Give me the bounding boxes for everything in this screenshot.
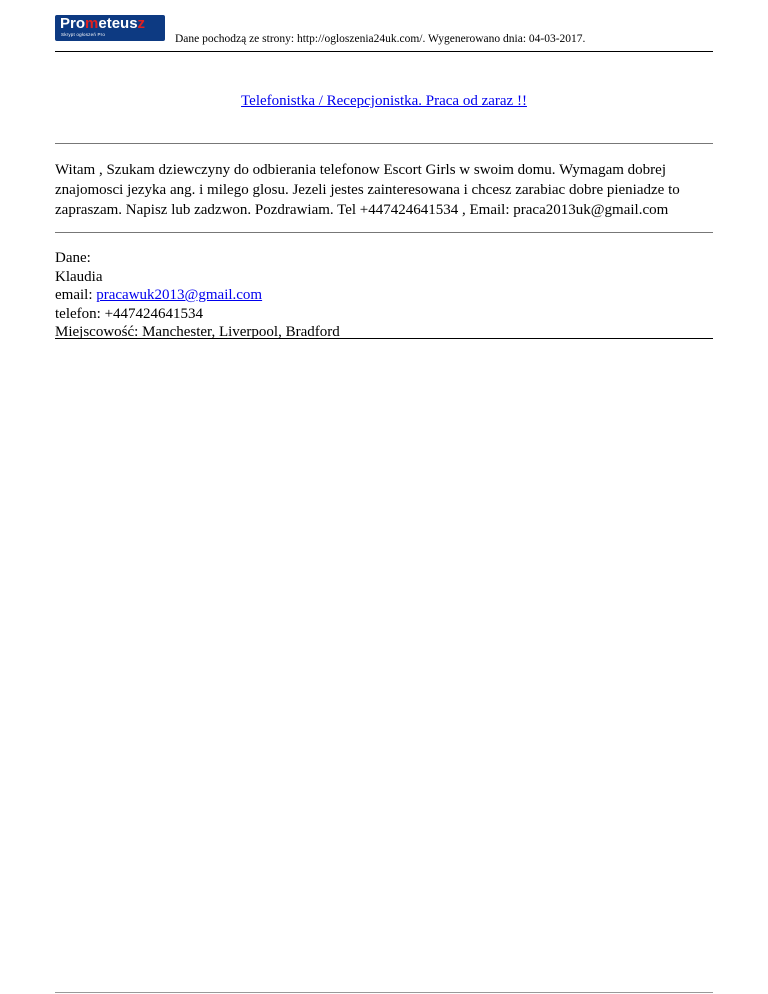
listing-description: Witam , Szukam dziewczyny do odbierania telefonow Escort Girls w swoim domu. Wymagam dobrej znajomosci jezyka ang. i milego glosu. Jezeli jestes zainteresowana i chcesz zarabiac dobre pieniadze to zapraszam. Napisz lub zadzwon. Pozdrawiam. Tel +447424641534 , Email: praca2013uk@gmail.com — [55, 162, 680, 218]
divider — [55, 232, 713, 233]
contact-phone: telefon: +447424641534 — [55, 305, 204, 322]
divider — [55, 338, 713, 339]
title-container — [55, 92, 713, 110]
logo-tagline: Skrypt ogłoszeń Pro — [61, 32, 106, 37]
contact-email-row — [55, 286, 713, 305]
page-header — [55, 15, 713, 52]
listing-title-link[interactable]: Telefonistka / Recepcjonistka. Praca od zaraz !! — [241, 93, 527, 109]
footer-divider — [55, 992, 713, 993]
logo-wordmark: Prometeusz — [60, 15, 146, 32]
source-info: Dane pochodzą ze strony: http://ogloszenia24uk.com/. Wygenerowano dnia: 04-03-2017. — [175, 33, 586, 45]
email-link[interactable]: pracawuk2013@gmail.com — [96, 287, 263, 303]
contact-name: Klaudia — [55, 268, 103, 285]
contact-location: Miejscowość: Manchester, Liverpool, Bradford — [55, 324, 340, 340]
email-label: email: — [55, 287, 97, 303]
prometeusz-logo — [55, 15, 165, 41]
divider — [55, 143, 713, 144]
contact-details — [55, 249, 713, 342]
contact-heading: Dane: — [55, 250, 91, 266]
